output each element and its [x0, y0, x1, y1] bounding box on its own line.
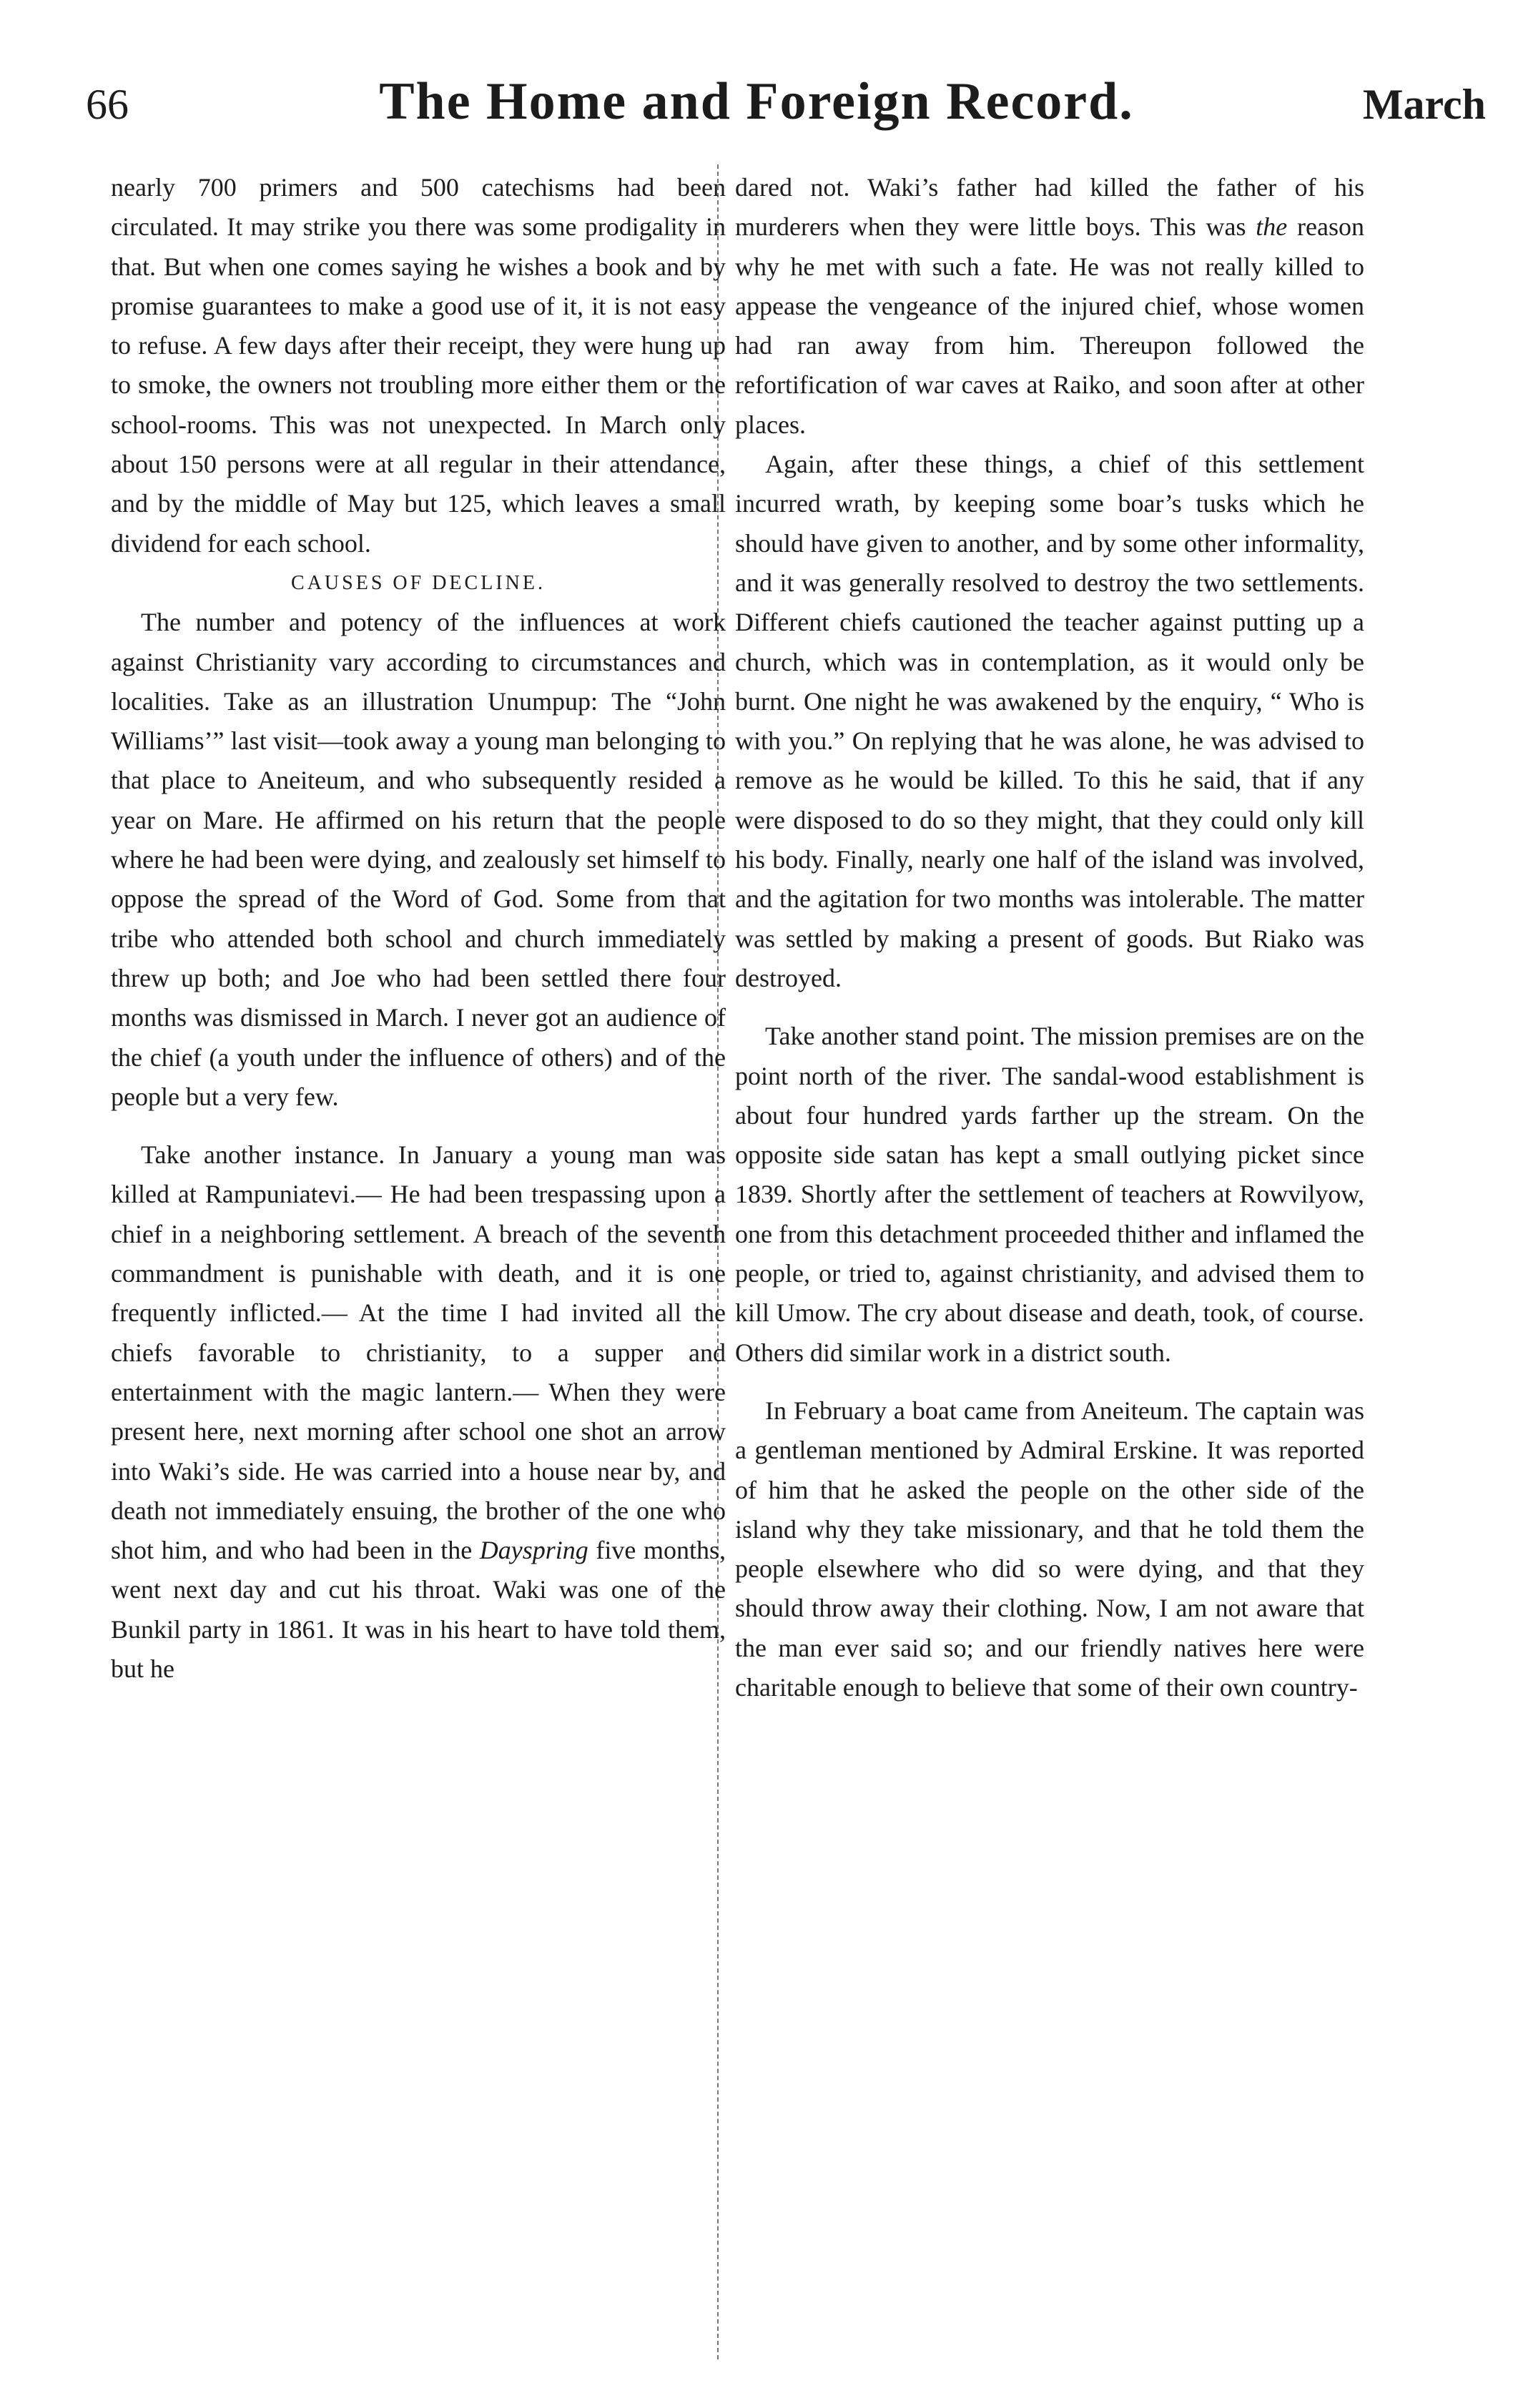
right-column — [735, 168, 1364, 1707]
ship-name: Dayspring — [479, 1536, 588, 1565]
journal-title: The Home and Foreign Record. — [379, 72, 1134, 131]
paragraph — [735, 168, 1364, 445]
paragraph: In February a boat came from Aneiteum. The captain was a gentleman mentioned by Admiral Erskine. It was reported of him that he asked the people on the other side of the island why they take missionary, and that he told them the people elsewhere who did so were dying, and that they should throw away their clothing. Now, I am not aware that the man ever said so; and our friendly natives here were charitable enough to believe that some of their own country- — [735, 1396, 1364, 1702]
paragraph: nearly 700 primers and 500 catechisms had been circulated. It may strike you there was some prodigality in that. But when one comes saying he wishes a book and by promise guarantees to make a good use of it, it is not easy to refuse. A few days after their receipt, they were hung up to smoke, the owners not troubling more either them or the school-rooms. This was not unexpected. In March only about 150 persons were at all regular in their attendance, and by the middle of May but 125, which leaves a small dividend for each school. — [111, 173, 726, 558]
paragraph — [111, 1135, 726, 1689]
paragraph-text: Take another instance. In January a young man was killed at Rampuniatevi.— He had been trespassing upon a chief in a neighboring settlement. A breach of the seventh commandment is punishable with death, and it is one frequently inflicted.— At the time I had invited all the chiefs favorable to christianity, to a supper and entertainment with the magic lantern.— When they were present here, next morning after school one shot an arrow into Waki’s side. He was carried into a house near by, and death not immediately ensuing, the brother of the one who shot him, and who had been in the — [111, 1140, 726, 1565]
section-heading: CAUSES OF DECLINE. — [291, 571, 546, 594]
paragraph: The number and potency of the influences at work against Christianity vary according to circumstances and localities. Take as an illustration Unumpup: The “John Williams’” last visit—took away a young man belonging to that place to Aneiteum, and who subsequently resided a year on Mare. He affirmed on his return that the people where he had been were dying, and zealously set himself to oppose the spread of the Word of God. Some from that tribe who attended both school and church immediately threw up both; and Joe who had been settled there four months was dismissed in March. I never got an audience of the chief (a youth under the influence of others) and of the people but a very few. — [111, 608, 726, 1111]
paragraph: Take another stand point. The mission premises are on the point north of the river. The sandal-wood establishment is about four hundred yards farther up the stream. On the opposite side satan has kept a small outlying picket since 1839. Shortly after the settlement of teachers at Rowvilyow, one from this detachment proceeded thither and inflamed the people, or tried to, against christianity, and advised them to kill Umow. The cry about disease and death, took, of course. Others did similar work in a district south. — [735, 1022, 1364, 1367]
page-header — [0, 0, 1513, 164]
page-number: 66 — [86, 81, 129, 128]
paragraph: Again, after these things, a chief of this settlement incurred wrath, by keeping some boar’s tusks which he should have given to another, and by some other informality, and it was generally resolved to destroy the two settlements. Different chiefs cautioned the teacher against putting up a church, which was in contemplation, as it would only be burnt. One night he was awakened by the enquiry, “ Who is with you.” On replying that he was alone, he was advised to remove as he would be killed. To this he said, that if any were disposed to do so they might, that they could only kill his body. Finally, nearly one half of the island was involved, and the agitation for two months was intolerable. The matter was settled by making a present of goods. But Riako was destroyed. — [735, 450, 1364, 992]
paragraph-text: dared not. Waki’s father had killed the father of his murderers when they were little boys. This was — [735, 173, 1364, 242]
paragraph-text: five months, went next day and cut his throat. Waki was one of the Bunkil party in 1861. It was in his heart to have told them, but he — [111, 1536, 726, 1683]
paragraph-text: reason why he met with such a fate. He was not really killed to appease the vengeance of the injured chief, whose women had ran away from him. Thereupon followed the refortification of war caves at Raiko, and soon after at other places. — [735, 212, 1364, 439]
emphasis: the — [1256, 212, 1288, 242]
issue-month: March — [1362, 81, 1486, 128]
left-column — [111, 168, 726, 1689]
